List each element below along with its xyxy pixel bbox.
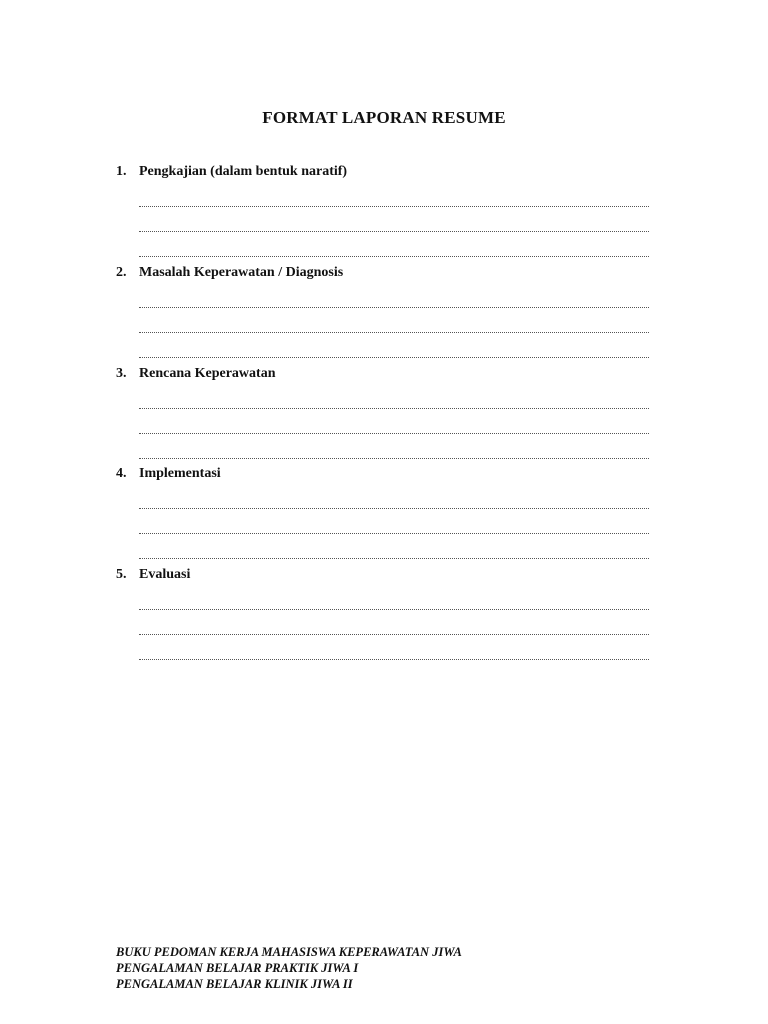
section-label: Masalah Keperawatan / Diagnosis: [139, 265, 344, 280]
section-label: Implementasi: [139, 466, 221, 481]
section-rencana-keperawatan: [116, 364, 656, 459]
section-number: 1.: [116, 164, 127, 179]
fill-in-line[interactable]: [139, 333, 649, 358]
section-number: 4.: [116, 466, 127, 481]
fill-in-line[interactable]: [139, 509, 649, 534]
fill-in-line[interactable]: [139, 585, 649, 610]
section-heading: [116, 565, 656, 585]
page-footer: [116, 944, 462, 992]
footer-line: PENGALAMAN BELAJAR KLINIK JIWA II: [116, 977, 353, 991]
fill-in-line[interactable]: [139, 232, 649, 257]
document-title: FORMAT LAPORAN RESUME: [262, 108, 506, 127]
section-heading: [116, 464, 656, 484]
section-label: Pengkajian (dalam bentuk naratif): [139, 164, 348, 179]
fill-in-line[interactable]: [139, 434, 649, 459]
section-masalah-keperawatan: [116, 263, 656, 358]
section-heading: [116, 162, 656, 182]
footer-line: BUKU PEDOMAN KERJA MAHASISWA KEPERAWATAN JIWA: [116, 945, 462, 959]
section-pengkajian: [116, 162, 656, 257]
fill-in-line[interactable]: [139, 635, 649, 660]
section-label: Evaluasi: [139, 567, 191, 582]
footer-line: PENGALAMAN BELAJAR PRAKTIK JIWA I: [116, 961, 359, 975]
fill-in-line[interactable]: [139, 207, 649, 232]
section-evaluasi: [116, 565, 656, 660]
section-label: Rencana Keperawatan: [139, 366, 276, 381]
section-heading: [116, 364, 656, 384]
fill-in-line[interactable]: [139, 308, 649, 333]
fill-in-line[interactable]: [139, 384, 649, 409]
fill-in-line[interactable]: [139, 283, 649, 308]
fill-in-line[interactable]: [139, 409, 649, 434]
fill-in-line[interactable]: [139, 484, 649, 509]
section-heading: [116, 263, 656, 283]
fill-in-line[interactable]: [139, 610, 649, 635]
section-implementasi: [116, 464, 656, 559]
section-number: 2.: [116, 265, 127, 280]
fill-in-line[interactable]: [139, 182, 649, 207]
fill-in-line[interactable]: [139, 534, 649, 559]
section-number: 5.: [116, 567, 127, 582]
section-number: 3.: [116, 366, 127, 381]
